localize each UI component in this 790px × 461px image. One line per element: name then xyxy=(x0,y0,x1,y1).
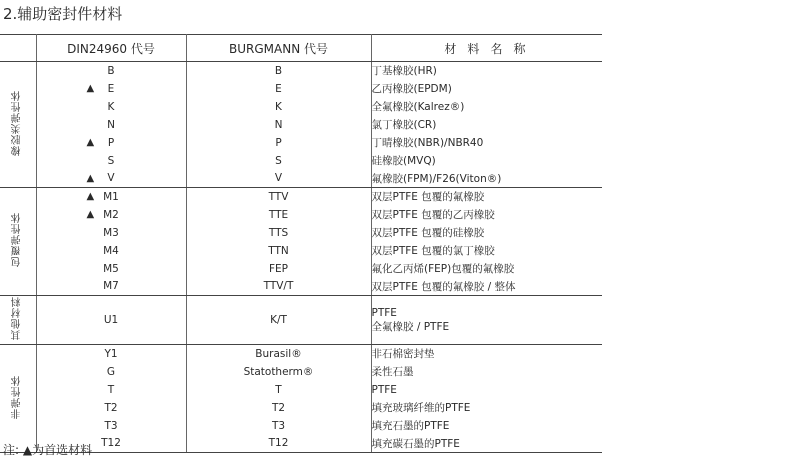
table-row xyxy=(0,399,602,417)
table-row xyxy=(0,224,602,242)
burgmann-code-cell xyxy=(186,170,371,188)
table-row xyxy=(0,278,602,296)
material-name-cell xyxy=(371,399,602,417)
burgmann-code: TTS xyxy=(268,226,289,239)
din-code: M5 xyxy=(103,262,119,275)
din-code-cell xyxy=(36,62,186,80)
burgmann-code-cell xyxy=(186,116,371,134)
burgmann-code: T12 xyxy=(268,437,289,450)
table-row xyxy=(0,381,602,399)
material-name-line2: 全氟橡胶 / PTFE xyxy=(371,321,450,333)
material-name: 双层PTFE 包覆的氯丁橡胶 xyxy=(371,245,495,257)
table-row xyxy=(0,206,602,224)
burgmann-code: T2 xyxy=(271,401,286,414)
material-name: PTFE xyxy=(371,383,397,396)
material-name: 氟化乙丙烯(FEP)包覆的氟橡胶 xyxy=(371,263,515,275)
material-name: 丁晴橡胶(NBR)/NBR40 xyxy=(371,137,484,149)
din-code-cell xyxy=(36,278,186,296)
table-row xyxy=(0,242,602,260)
din-code: T xyxy=(107,383,115,396)
din-code: M4 xyxy=(103,244,119,257)
burgmann-code-cell xyxy=(186,260,371,278)
din-code: K xyxy=(107,100,115,113)
material-name-cell xyxy=(371,224,602,242)
burgmann-code-cell xyxy=(186,62,371,80)
din-code: M3 xyxy=(103,226,119,239)
din-code-cell xyxy=(36,206,186,224)
header-burgmann-code: BURGMANN 代号 xyxy=(186,35,371,62)
material-name-cell xyxy=(371,170,602,188)
din-code-cell xyxy=(36,381,186,399)
material-name: 双层PTFE 包覆的氟橡胶 / 整体 xyxy=(371,280,516,293)
din-code: E xyxy=(107,82,115,95)
material-name-cell xyxy=(371,345,602,363)
din-code-cell xyxy=(36,98,186,116)
din-code: V xyxy=(107,172,115,185)
din-code-cell xyxy=(36,417,186,435)
din-code: T12 xyxy=(101,437,121,450)
table-body xyxy=(0,62,602,453)
burgmann-code: N xyxy=(274,118,283,131)
burgmann-code: FEP xyxy=(268,262,288,275)
category-label: 包覆弹性体 xyxy=(11,212,23,267)
material-name-cell xyxy=(371,98,602,116)
din-code-cell xyxy=(36,363,186,381)
burgmann-code: K xyxy=(275,100,282,113)
din-code-cell xyxy=(36,188,186,206)
material-name: 双层PTFE 包覆的硅橡胶 xyxy=(371,227,485,239)
din-code: T3 xyxy=(104,419,118,432)
preferred-marker: ▲ xyxy=(86,208,95,220)
footnote: 注: ▲为首选材料 xyxy=(3,443,93,457)
material-name-cell xyxy=(371,188,602,206)
table-row xyxy=(0,260,602,278)
din-code-cell xyxy=(36,224,186,242)
table-row xyxy=(0,363,602,381)
category-label: 非弹性体 xyxy=(11,374,23,419)
din-code-cell xyxy=(36,80,186,98)
burgmann-code-cell xyxy=(186,134,371,152)
preferred-marker: ▲ xyxy=(86,82,95,94)
material-name: 氟橡胶(FPM)/F26(Viton®) xyxy=(371,172,502,185)
burgmann-code-cell xyxy=(186,363,371,381)
material-name-cell xyxy=(371,206,602,224)
preferred-marker: ▲ xyxy=(86,172,95,184)
sealing-material-table xyxy=(0,34,602,453)
din-code-cell xyxy=(36,152,186,170)
table-row xyxy=(0,296,602,345)
header-material-name: 材 料 名 称 xyxy=(371,35,602,62)
category-cell xyxy=(0,296,36,345)
material-name-cell xyxy=(371,62,602,80)
din-code-cell xyxy=(36,116,186,134)
material-name: 填充石墨的PTFE xyxy=(371,420,450,432)
din-code-cell xyxy=(36,170,186,188)
material-name-cell xyxy=(371,242,602,260)
material-name-cell xyxy=(371,152,602,170)
burgmann-code: Statotherm® xyxy=(243,365,314,378)
burgmann-code: TTV/T xyxy=(263,280,294,293)
table-row xyxy=(0,345,602,363)
material-name-cell xyxy=(371,381,602,399)
din-code-cell xyxy=(36,399,186,417)
preferred-marker: ▲ xyxy=(86,191,95,202)
table-row xyxy=(0,134,602,152)
burgmann-code-cell xyxy=(186,296,371,345)
material-name: 双层PTFE 包覆的乙丙橡胶 xyxy=(371,209,495,221)
burgmann-code: TTE xyxy=(268,208,289,221)
din-code: N xyxy=(107,118,115,131)
burgmann-code: T3 xyxy=(271,419,286,432)
material-name: 填充玻璃纤维的PTFE xyxy=(371,402,471,414)
table-row xyxy=(0,116,602,134)
category-cell xyxy=(0,345,36,453)
header-category xyxy=(0,35,36,62)
burgmann-code: S xyxy=(275,154,282,167)
burgmann-code: V xyxy=(274,172,283,185)
material-name: 填充碳石墨的PTFE xyxy=(371,437,460,450)
preferred-marker: ▲ xyxy=(86,136,95,148)
burgmann-code-cell xyxy=(186,345,371,363)
category-cell xyxy=(0,188,36,296)
material-name: 丁基橡胶(HR) xyxy=(371,65,437,78)
material-name-cell xyxy=(371,80,602,98)
burgmann-code-cell xyxy=(186,242,371,260)
burgmann-code-cell xyxy=(186,381,371,399)
burgmann-code-cell xyxy=(186,98,371,116)
table-row xyxy=(0,80,602,98)
burgmann-code: TTV xyxy=(268,190,289,203)
din-code-cell xyxy=(36,296,186,345)
burgmann-code: TTN xyxy=(268,244,289,257)
material-name-cell xyxy=(371,116,602,134)
din-code-cell xyxy=(36,260,186,278)
table-row xyxy=(0,62,602,80)
din-code: M2 xyxy=(103,208,119,221)
material-name: 硅橡胶(MVQ) xyxy=(371,155,436,167)
category-label: 其他材料 xyxy=(11,296,23,340)
material-name: 氯丁橡胶(CR) xyxy=(371,119,437,131)
din-code: T2 xyxy=(104,401,118,414)
burgmann-code: P xyxy=(275,136,282,149)
burgmann-code: E xyxy=(275,82,282,95)
table-row xyxy=(0,170,602,188)
din-code-cell xyxy=(36,134,186,152)
burgmann-code-cell xyxy=(186,435,371,453)
material-name: PTFE xyxy=(371,307,397,319)
din-code: G xyxy=(106,365,116,378)
burgmann-code-cell xyxy=(186,278,371,296)
material-name: 乙丙橡胶(EPDM) xyxy=(371,83,452,95)
burgmann-code-cell xyxy=(186,80,371,98)
din-code-cell xyxy=(36,242,186,260)
material-name-cell xyxy=(371,417,602,435)
section-heading: 2.辅助密封件材料 xyxy=(3,5,123,23)
table-row xyxy=(0,98,602,116)
table-header-row xyxy=(0,35,602,62)
burgmann-code-cell xyxy=(186,224,371,242)
burgmann-code: T xyxy=(275,383,282,396)
din-code: M7 xyxy=(103,280,119,293)
material-name: 柔性石墨 xyxy=(371,366,414,378)
material-name: 非石棉密封垫 xyxy=(371,348,435,361)
burgmann-code-cell xyxy=(186,206,371,224)
material-name-cell xyxy=(371,260,602,278)
din-code: Y1 xyxy=(104,347,118,360)
material-name: 双层PTFE 包覆的氟橡胶 xyxy=(371,191,485,204)
din-code: B xyxy=(107,64,115,77)
burgmann-code: Burasil® xyxy=(255,347,302,360)
header-din-code: DIN24960 代号 xyxy=(36,35,186,62)
category-cell xyxy=(0,62,36,188)
din-code: M1 xyxy=(103,190,119,203)
din-code: U1 xyxy=(103,314,119,326)
category-label: 橡胶类弹性体 xyxy=(11,89,23,156)
material-name-cell xyxy=(371,435,602,453)
burgmann-code: B xyxy=(274,64,283,77)
material-name: 全氟橡胶(Kalrez®) xyxy=(371,101,465,113)
burgmann-code-cell xyxy=(186,188,371,206)
material-name-cell xyxy=(371,363,602,381)
table-row xyxy=(0,152,602,170)
table-row xyxy=(0,188,602,206)
material-name-cell xyxy=(371,296,602,345)
burgmann-code: K/T xyxy=(270,314,287,326)
table-row xyxy=(0,417,602,435)
burgmann-code-cell xyxy=(186,152,371,170)
material-name-cell xyxy=(371,134,602,152)
burgmann-code-cell xyxy=(186,399,371,417)
din-code: S xyxy=(107,154,115,167)
din-code-cell xyxy=(36,345,186,363)
material-name-cell xyxy=(371,278,602,296)
burgmann-code-cell xyxy=(186,417,371,435)
din-code: P xyxy=(107,136,115,149)
